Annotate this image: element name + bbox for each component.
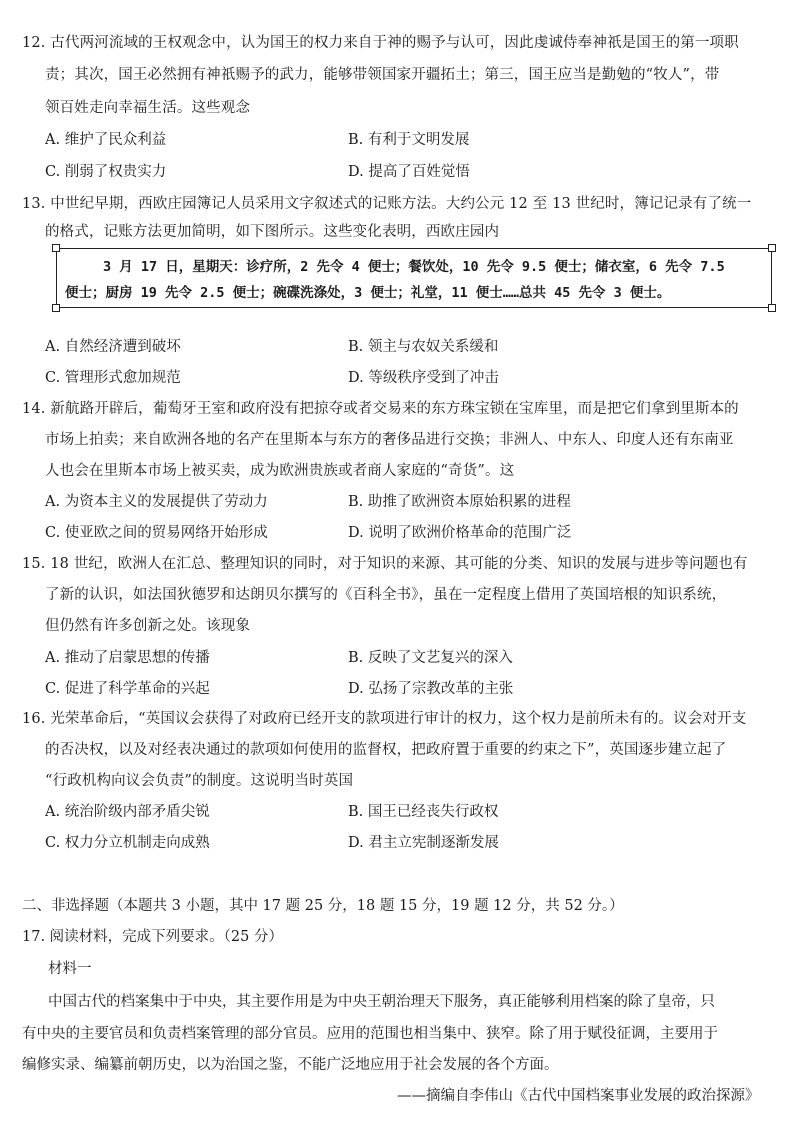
q13-stem-line-2: 的格式，记账方法更加简明，如下图所示。这些变化表明，西欧庄园内 [45,224,500,240]
q15-option-c[interactable]: C. 促进了科学革命的兴起 [45,681,210,697]
q15-stem-line-2: 了新的认识，如法国狄德罗和达朗贝尔撰写的《百科全书》，虽在一定程度上借用了英国培根的知识系统， [45,587,727,603]
q14-stem-line-1: 14. 新航路开辟后，葡萄牙王室和政府没有把掠夺或者交易来的东方珠宝锁在宝库里，而是把它们拿到里斯本的 [22,401,739,417]
q17-title: 17. 阅读材料，完成下列要求。（25 分） [22,929,283,945]
corner-notch [52,244,60,252]
q13-stem-line-1: 13. 中世纪早期，西欧庄园簿记人员采用文字叙述式的记账方法。大约公元 12 至 13 世纪时，簿记记录有了统一 [22,196,752,212]
q15-option-a[interactable]: A. 推动了启蒙思想的传播 [45,650,210,666]
q16-option-b[interactable]: B. 国王已经丧失行政权 [348,804,499,820]
q13-option-a[interactable]: A. 自然经济遭到破坏 [45,339,181,355]
q12-stem-line-1: 12. 古代两河流域的王权观念中，认为国王的权力来自于神的赐予与认可，因此虔诚侍奉神祇是国王的第一项职 [22,35,739,51]
q13-option-b[interactable]: B. 领主与农奴关系缓和 [348,339,499,355]
q14-option-b[interactable]: B. 助推了欧洲资本原始积累的进程 [348,494,571,510]
q12-option-b[interactable]: B. 有利于文明发展 [348,132,470,148]
q16-stem-line-2: 的否决权，以及对经表决通过的款项如何使用的监督权，把政府置于重要的约束之下”，英国逐步建立起了 [45,742,727,758]
ledger-record-box [56,248,772,308]
material-line-3: 编修实录、编纂前朝历史，以为治国之鉴，不能广泛地应用于社会发展的各个方面。 [22,1057,559,1073]
q14-option-d[interactable]: D. 说明了欧洲价格革命的范围广泛 [348,525,572,541]
q14-option-a[interactable]: A. 为资本主义的发展提供了劳动力 [45,494,268,510]
section-heading: 二、非选择题（本题共 3 小题，其中 17 题 25 分，18 题 15 分，19 题 12 分，共 52 分。） [22,898,624,914]
material-line-1: 中国古代的档案集中于中央，其主要作用是为中央王朝治理天下服务，真正能够利用档案的除了皇帝，只 [48,994,715,1010]
q16-option-c[interactable]: C. 权力分立机制走向成熟 [45,835,210,851]
q12-option-a[interactable]: A. 维护了民众利益 [45,132,167,148]
corner-notch [768,304,776,312]
corner-notch [768,244,776,252]
q16-stem-line-3: “行政机构向议会负责”的制度。这说明当时英国 [45,773,354,789]
ledger-line-2: 便士；厨房 19 先令 2.5 便士；碗碟洗涤处，3 便士；礼堂，11 便士……总共 45 先令 3 便士。 [65,285,671,301]
q15-option-d[interactable]: D. 弘扬了宗教改革的主张 [348,681,514,697]
q16-option-a[interactable]: A. 统治阶级内部矛盾尖锐 [45,804,210,820]
q16-option-d[interactable]: D. 君主立宪制逐渐发展 [348,835,499,851]
q12-stem-line-2: 责；其次，国王必然拥有神祇赐予的武力，能够带领国家开疆拓土；第三，国王应当是勤勉的“牧人”，带 [45,67,720,83]
q13-option-c[interactable]: C. 管理形式愈加规范 [45,370,181,386]
q13-option-d[interactable]: D. 等级秩序受到了冲击 [348,370,499,386]
q14-stem-line-2: 市场上拍卖；来自欧洲各地的名产在里斯本与东方的奢侈品进行交换；非洲人、中东人、印度人还有东南亚 [45,432,734,448]
q15-stem-line-3: 但仍然有许多创新之处。该现象 [45,618,251,634]
material-label: 材料一 [48,961,92,977]
q14-option-c[interactable]: C. 使亚欧之间的贸易网络开始形成 [45,525,268,541]
q12-option-c[interactable]: C. 削弱了权贵实力 [45,164,167,180]
q12-option-d[interactable]: D. 提高了百姓觉悟 [348,164,470,180]
ledger-line-1: 3 月 17 日，星期天：诊疗所，2 先令 4 便士；餐饮处，10 先令 9.5 便士；储衣室，6 先令 7.5 [103,259,725,275]
q14-stem-line-3: 人也会在里斯本市场上被买卖，成为欧洲贵族或者商人家庭的“奇货”。这 [45,463,515,479]
material-line-2: 有中央的主要官员和负责档案管理的部分官员。应用的范围也相当集中、狭窄。除了用于赋役征调，主要用于 [22,1026,718,1042]
q15-stem-line-1: 15. 18 世纪，欧洲人在汇总、整理知识的同时，对于知识的来源、其可能的分类、知识的发展与进步等问题也有 [22,556,748,572]
q12-stem-line-3: 领百姓走向幸福生活。这些观念 [45,100,251,116]
corner-notch [52,304,60,312]
q16-stem-line-1: 16. 光荣革命后，“英国议会获得了对政府已经开支的款项进行审计的权力，这个权力是前所未有的。议会对开支 [22,711,747,727]
material-source: ——摘编自李伟山《古代中国档案事业发展的政治探源》 [397,1088,760,1104]
q15-option-b[interactable]: B. 反映了文艺复兴的深入 [348,650,513,666]
